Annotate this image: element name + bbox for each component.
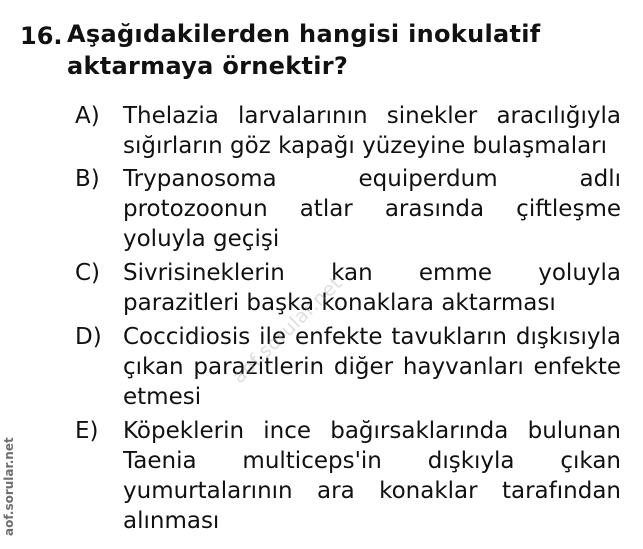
option-b-text: Trypanosoma equiperdum adlı protozoonun atlar arasında çiftleşme yoluyla geçişi xyxy=(123,166,621,252)
option-e-text: Köpeklerin ince bağırsaklarında bulunan Taenia multiceps'in dışkıyla çıkan yumurtalarının ara konaklar tarafından alınması xyxy=(123,418,621,534)
option-a-letter: A) xyxy=(75,103,100,129)
option-a-text: Thelazia larvalarının sinekler aracılığıyla sığırların göz kapağı yüzeyine bulaşmaları xyxy=(123,103,621,159)
side-watermark: aof.sorular.net xyxy=(2,437,16,536)
option-c-text: Sivrisineklerin kan emme yoluyla parazitleri başka konaklara aktarması xyxy=(123,260,621,316)
question-number: 16. xyxy=(20,22,63,50)
option-b-letter: B) xyxy=(75,166,100,192)
option-e-letter: E) xyxy=(75,418,99,444)
question-text: Aşağıdakilerden hangisi inokulatif aktarmaya örnektir? xyxy=(67,20,541,80)
option-d-letter: D) xyxy=(75,324,102,350)
option-d-text: Coccidiosis ile enfekte tavukların dışkısıyla çıkan parazitlerin diğer hayvanları enfekte etmesi xyxy=(123,324,621,410)
diagonal-watermark: aof.sorular.net xyxy=(228,272,347,388)
option-c-letter: C) xyxy=(75,260,101,286)
